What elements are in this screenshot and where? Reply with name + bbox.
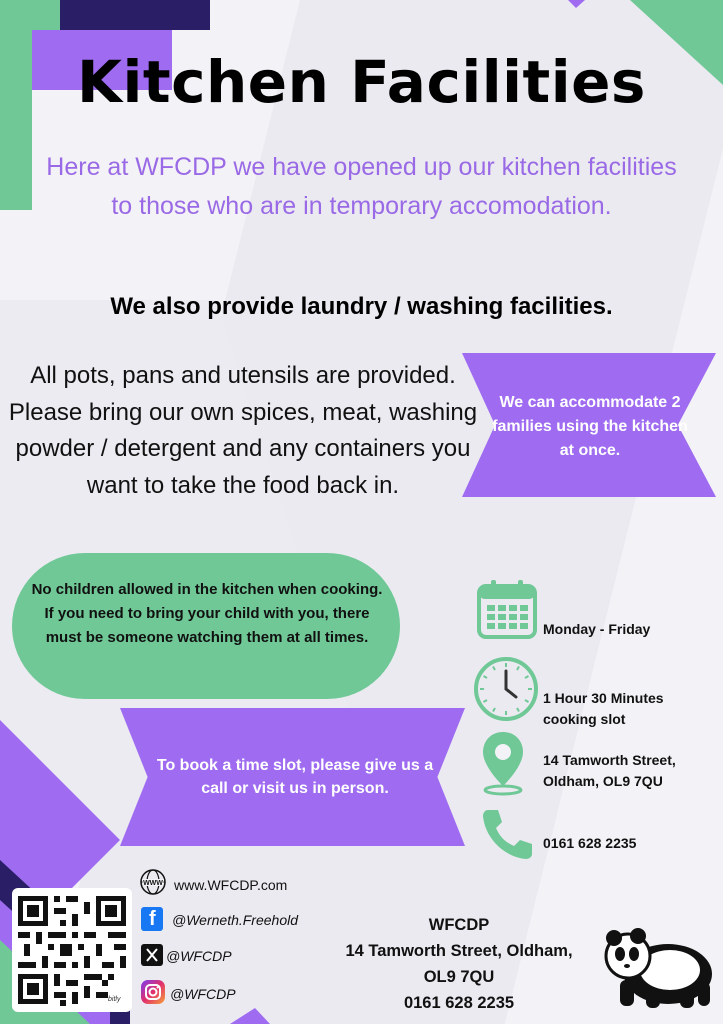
address-line-1: 14 Tamworth Street, <box>543 752 676 768</box>
globe-icon-text: WWW <box>143 880 163 887</box>
slot-line-1: 1 Hour 30 Minutes <box>543 690 664 706</box>
page-title: Kitchen Facilities <box>77 48 646 116</box>
intro-text: Here at WFCDP we have opened up our kitchen facilities to those who are in temporary accomodation. <box>46 153 677 220</box>
instagram-link[interactable]: @WFCDP <box>170 986 236 1002</box>
phone-label: 0161 628 2235 <box>543 835 637 851</box>
calendar-icon <box>476 578 538 640</box>
purple-spike-bottom <box>230 1008 270 1024</box>
panda-logo <box>598 922 718 1012</box>
x-icon <box>141 944 163 966</box>
facebook-icon: f <box>141 907 163 931</box>
address-line-2: Oldham, OL9 7QU <box>543 773 663 789</box>
footer-line-2: OL9 7QU <box>423 968 495 986</box>
globe-icon <box>139 868 167 896</box>
instagram-icon <box>141 980 165 1004</box>
qr-brand: bitly <box>108 996 121 1003</box>
slot-line-2: cooking slot <box>543 711 626 727</box>
location-pin-icon <box>480 730 526 796</box>
laundry-heading: We also provide laundry / washing facilities. <box>110 293 613 320</box>
booking-text: To book a time slot, please give us a call or visit us in person. <box>156 757 434 797</box>
purple-notch <box>568 0 585 8</box>
clock-icon <box>472 655 540 723</box>
capacity-text: We can accommodate 2 families using the kitchen at once. <box>492 394 688 459</box>
phone-icon <box>480 806 536 862</box>
x-link[interactable]: @WFCDP <box>166 948 232 964</box>
footer-line-1: 14 Tamworth Street, Oldham, <box>345 942 573 960</box>
website-link[interactable]: www.WFCDP.com <box>174 877 288 893</box>
days-label: Monday - Friday <box>543 621 651 637</box>
children-notice-text: No children allowed in the kitchen when cooking. If you need to bring your child with you, there must be someone watching them at all times. <box>31 581 383 646</box>
footer-org: WFCDP <box>428 916 490 934</box>
supplies-text: All pots, pans and utensils are provided. Please bring our own spices, meat, washing powder / detergent and any containers you want to take the food back in. <box>8 362 478 499</box>
qr-code-pattern <box>12 888 132 1012</box>
footer-address <box>322 912 596 1016</box>
facebook-link[interactable]: @Werneth.Freehold <box>172 912 299 928</box>
navy-bar-top <box>60 0 210 30</box>
qr-code[interactable] <box>12 888 132 1012</box>
footer-phone: 0161 628 2235 <box>403 994 515 1012</box>
